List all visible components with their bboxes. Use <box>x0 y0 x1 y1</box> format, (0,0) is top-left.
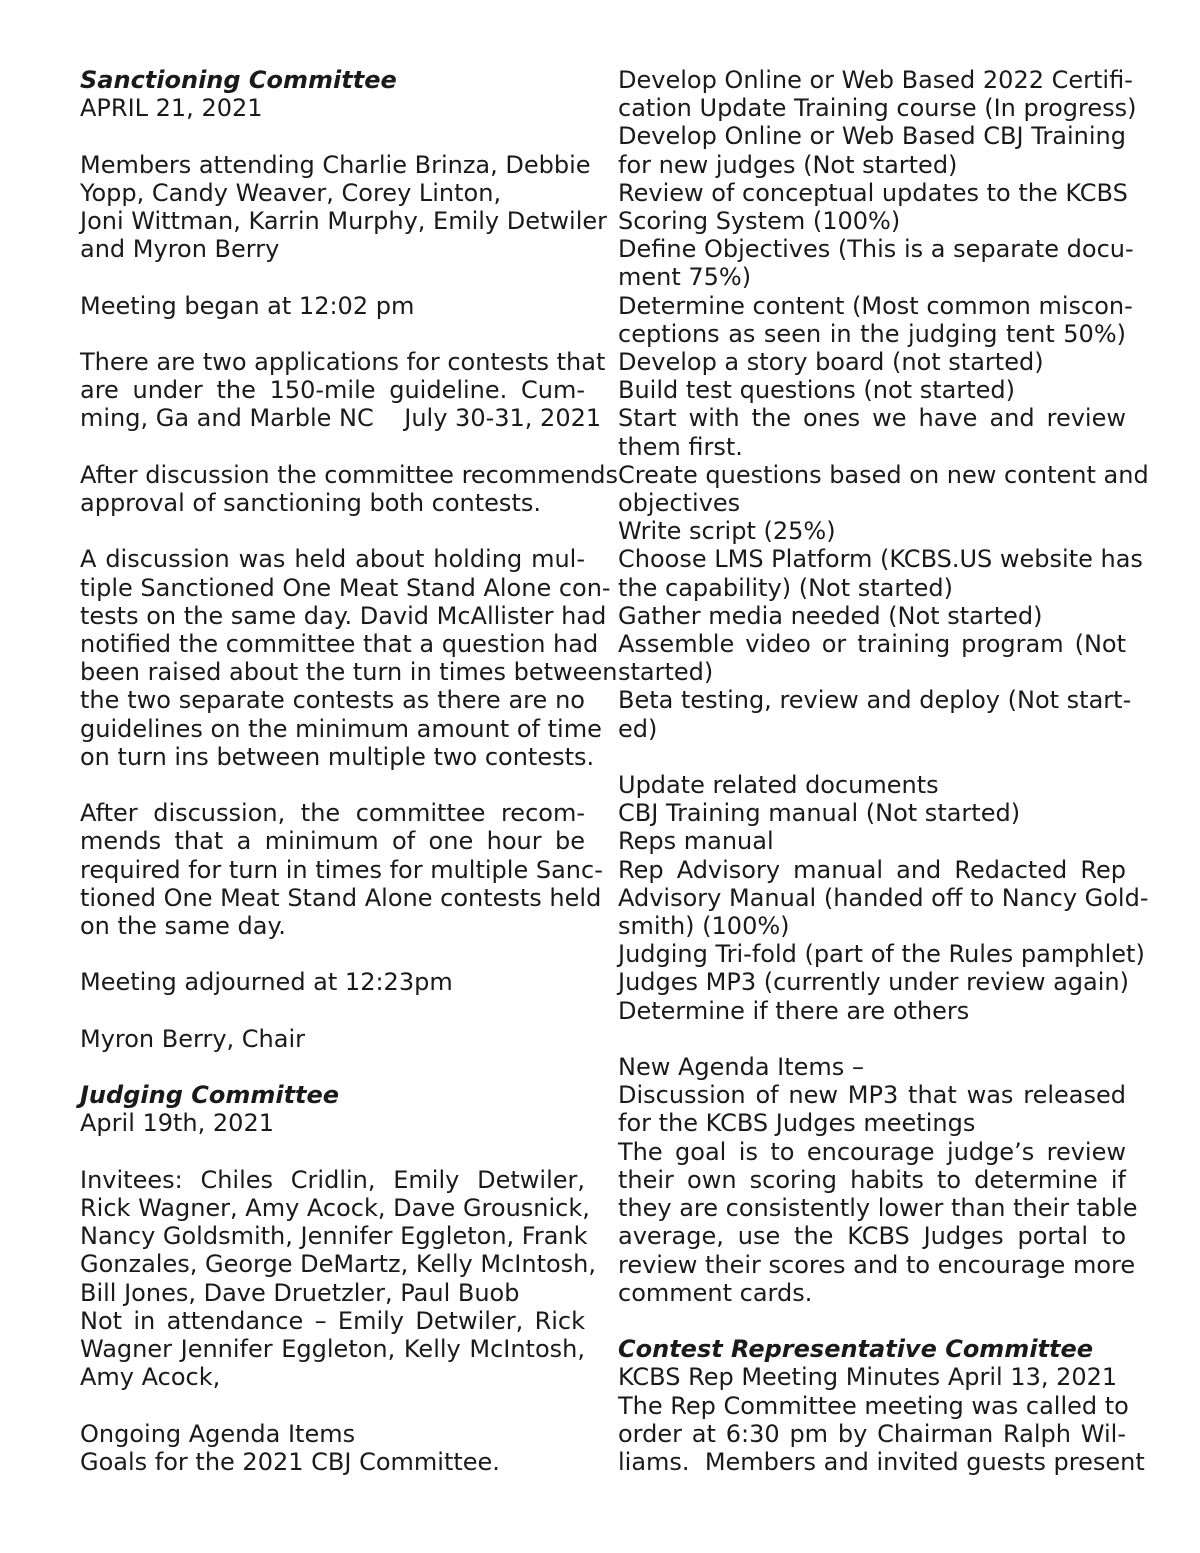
list-line: ceptions as seen in the judging tent 50%) <box>618 319 1126 348</box>
judging-date: April 19th, 2021 <box>80 1109 274 1138</box>
list-line: their own scoring habits to determine if <box>618 1165 1126 1194</box>
list-line: Start with the ones we have and review <box>618 404 1126 433</box>
list-line: Develop Online or Web Based CBJ Training <box>618 122 1126 151</box>
paragraph-line: Nancy Goldsmith, Jennifer Eggleton, Frank <box>80 1222 588 1251</box>
list-line: objectives <box>618 489 741 518</box>
list-line: Scoring System (100%) <box>618 207 901 236</box>
paragraph-line: on the same day. <box>80 912 286 940</box>
paragraph-line: Goals for the 2021 CBJ Committee. <box>80 1447 500 1476</box>
list-line: average, use the KCBS Judges portal to <box>618 1222 1126 1251</box>
paragraph-line: on turn ins between multiple two contests. <box>80 742 595 771</box>
list-line: Advisory Manual (handed off to Nancy Gold- <box>618 883 1149 912</box>
paragraph-line: ming, Ga and Marble NC July 30-31, 2021 <box>80 404 602 433</box>
left-column <box>80 66 619 1476</box>
list-line: Update related documents <box>618 771 939 800</box>
paragraph-line: Ongoing Agenda Items <box>80 1419 356 1448</box>
paragraph-line: notified the committee that a question had <box>80 629 599 658</box>
recommendation-paragraph <box>80 460 619 517</box>
list-line: Develop Online or Web Based 2022 Certifi- <box>618 66 1133 94</box>
list-line: for the KCBS Judges meetings <box>618 1109 976 1138</box>
meeting-began: Meeting began at 12:02 pm <box>80 291 415 320</box>
judging-heading: Judging Committee <box>80 1081 340 1110</box>
paragraph-line: Not in attendance – Emily Detwiler, Rick <box>80 1306 585 1335</box>
contest-rep-heading: Contest Representative Committee <box>618 1335 1094 1364</box>
list-line: ment 75%) <box>618 263 752 292</box>
paragraph-line: the two separate contests as there are no <box>80 686 585 715</box>
paragraph-line: After discussion the committee recommends <box>80 460 619 489</box>
paragraph-line: Gonzales, George DeMartz, Kelly McIntosh, <box>80 1250 597 1279</box>
paragraph-line: There are two applications for contests that <box>80 347 606 376</box>
meeting-adjourned: Meeting adjourned at 12:23pm <box>80 968 453 997</box>
paragraph-line: KCBS Rep Meeting Minutes April 13, 2021 <box>618 1363 1118 1392</box>
sanctioning-heading: Sanctioning Committee <box>80 66 397 94</box>
paragraph-line: liams. Members and invited guests present <box>618 1447 1145 1476</box>
list-line: The goal is to encourage judge’s review <box>618 1137 1126 1166</box>
list-line: Review of conceptual updates to the KCBS <box>618 178 1128 207</box>
paragraph-line: required for turn in times for multiple Sanc- <box>80 855 603 884</box>
sanctioning-members-paragraph <box>80 150 608 264</box>
paragraph-line: been raised about the turn in times between <box>80 658 618 687</box>
invitees-paragraph <box>80 1165 597 1392</box>
list-line: they are consistently lower than their table <box>618 1194 1138 1223</box>
list-line: comment cards. <box>618 1278 813 1307</box>
paragraph-line: are under the 150-mile guideline. Cum- <box>80 376 585 405</box>
paragraph-line: and Myron Berry <box>80 235 280 264</box>
new-agenda-items <box>618 1053 1138 1307</box>
list-line: ed) <box>618 714 658 743</box>
paragraph-line: After discussion, the committee recom- <box>80 799 585 828</box>
list-line: Build test questions (not started) <box>618 376 1015 405</box>
right-column <box>618 66 1149 1476</box>
list-line: Choose LMS Platform (KCBS.US website has <box>618 545 1143 574</box>
paragraph-line: tiple Sanctioned One Meat Stand Alone con- <box>80 573 611 602</box>
list-line: review their scores and to encourage more <box>618 1250 1136 1279</box>
paragraph-line: The Rep Committee meeting was called to <box>618 1391 1129 1420</box>
list-line: smith) (100%) <box>618 912 790 941</box>
list-line: Write script (25%) <box>618 517 836 546</box>
paragraph-line: tioned One Meat Stand Alone contests held <box>80 883 602 912</box>
list-line: Reps manual <box>618 827 774 856</box>
paragraph-line: order at 6:30 pm by Chairman Ralph Wil- <box>618 1419 1126 1448</box>
list-line: them first. <box>618 432 743 461</box>
list-line: Gather media needed (Not started) <box>618 601 1043 630</box>
list-line: started) <box>618 658 714 687</box>
list-line: Determine if there are others <box>618 996 970 1025</box>
list-line: Assemble video or training program (Not <box>618 630 1126 659</box>
applications-paragraph <box>80 347 606 433</box>
related-documents-list <box>618 771 1149 1025</box>
list-line: the capability) (Not started) <box>618 573 954 602</box>
list-line: Develop a story board (not started) <box>618 348 1044 377</box>
chair-signature: Myron Berry, Chair <box>80 1024 305 1053</box>
list-line: Judges MP3 (currently under review again) <box>618 968 1129 997</box>
paragraph-line: Amy Acock, <box>80 1363 221 1392</box>
list-line: Judging Tri-fold (part of the Rules pamphlet) <box>618 940 1145 969</box>
sanctioning-date: APRIL 21, 2021 <box>80 94 263 123</box>
paragraph-line: Members attending Charlie Brinza, Debbie <box>80 150 591 179</box>
paragraph-line: Wagner Jennifer Eggleton, Kelly McIntosh, <box>80 1334 585 1363</box>
paragraph-line: Bill Jones, Dave Druetzler, Paul Buob <box>80 1278 520 1307</box>
after-discussion-paragraph <box>80 799 603 940</box>
list-line: Determine content (Most common miscon- <box>618 291 1133 320</box>
paragraph-line: Joni Wittman, Karrin Murphy, Emily Detwiler <box>80 207 608 235</box>
paragraph-line: Yopp, Candy Weaver, Corey Linton, <box>80 178 502 207</box>
list-line: Rep Advisory manual and Redacted Rep <box>618 855 1126 884</box>
paragraph-line: approval of sanctioning both contests. <box>80 488 541 517</box>
ongoing-agenda <box>80 1420 585 1476</box>
paragraph-line: mends that a minimum of one hour be <box>80 827 585 856</box>
list-line: Discussion of new MP3 that was released <box>618 1081 1126 1110</box>
paragraph-line: Rick Wagner, Amy Acock, Dave Grousnick, <box>80 1193 590 1222</box>
list-line: cation Update Training course (In progress) <box>618 94 1137 123</box>
paragraph-line: tests on the same day. David McAllister had <box>80 601 607 630</box>
list-line: Define Objectives (This is a separate docu- <box>618 235 1134 264</box>
paragraph-line: A discussion was held about holding mul- <box>80 545 585 574</box>
discussion-paragraph <box>80 545 618 771</box>
list-line: Beta testing, review and deploy (Not start- <box>618 686 1132 715</box>
list-line: CBJ Training manual (Not started) <box>618 799 1021 828</box>
paragraph-line: Invitees: Chiles Cridlin, Emily Detwiler, <box>80 1165 585 1194</box>
list-line: Create questions based on new content and <box>618 460 1149 489</box>
paragraph-line: guidelines on the minimum amount of time <box>80 714 602 743</box>
list-line: New Agenda Items – <box>618 1053 864 1082</box>
list-line: for new judges (Not started) <box>618 150 958 179</box>
contest-rep-paragraph <box>618 1363 1145 1476</box>
goals-list <box>618 66 1149 743</box>
